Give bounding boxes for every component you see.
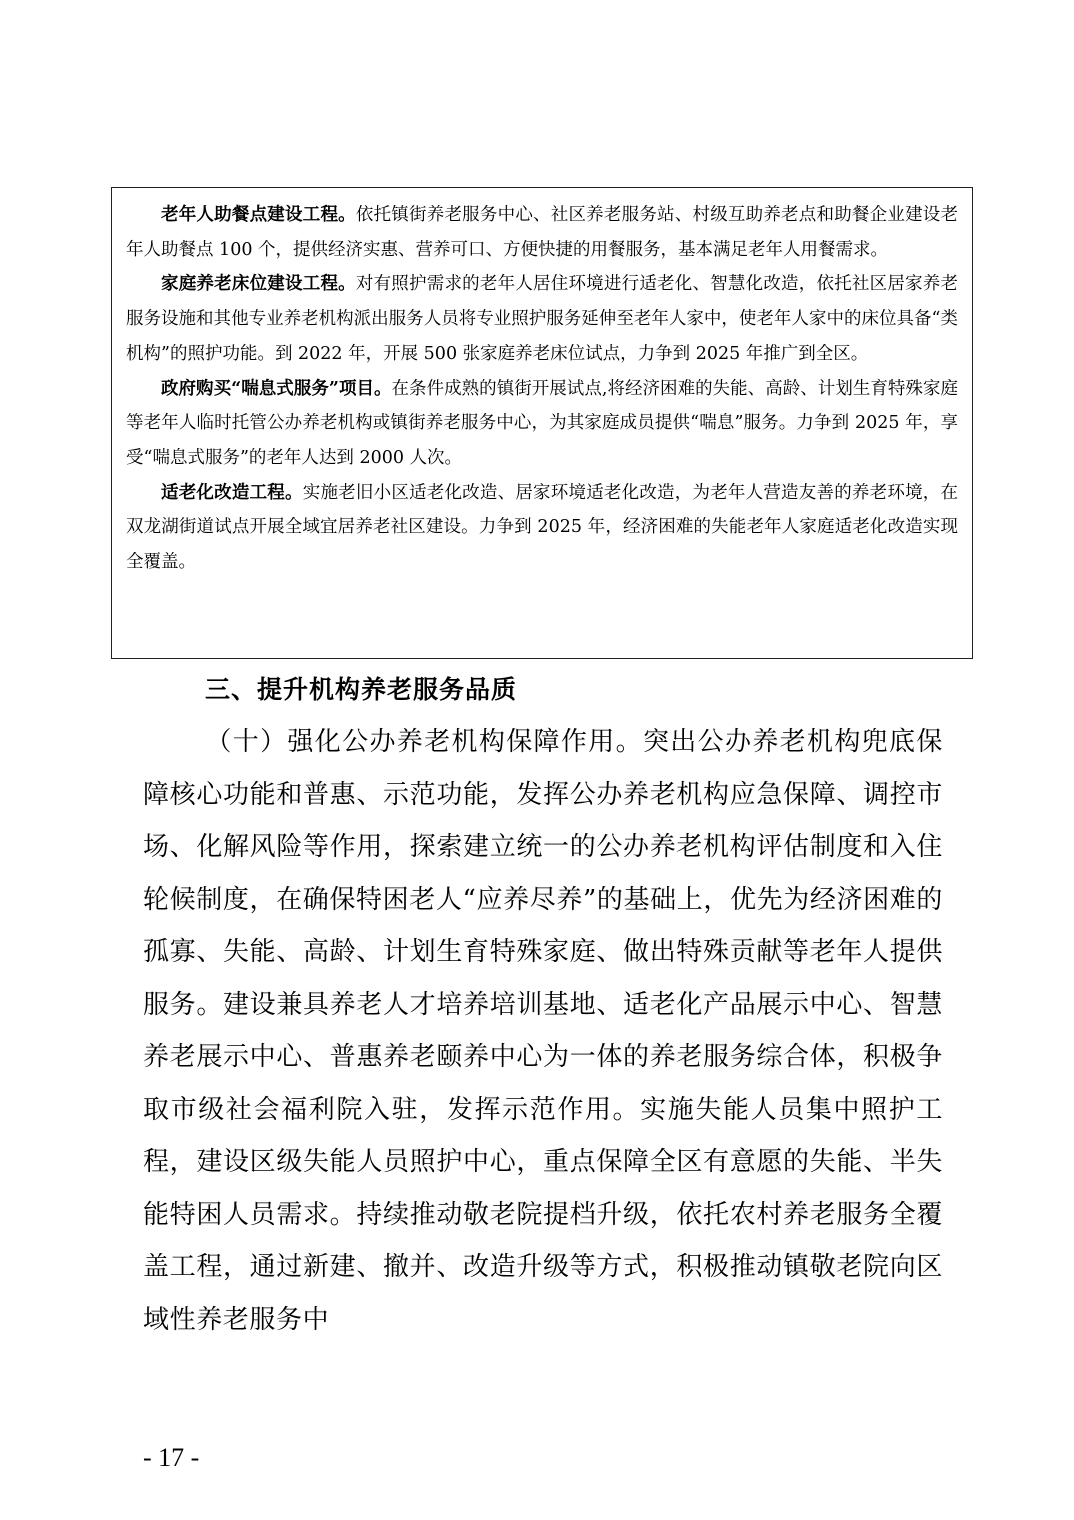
- box-paragraph-lead: 政府购买“喘息式服务”项目。: [161, 378, 392, 399]
- box-paragraph-home-beds: [126, 267, 958, 371]
- page-number: - 17 -: [143, 1443, 200, 1472]
- body-paragraph-text: 突出公办养老机构兜底保障核心功能和普惠、示范功能，发挥公办养老机构应急保障、调控市场、化解风险等作用，探索建立统一的公办养老机构评估制度和入住轮候制度，在确保特困老人“应养尽养”的基础上，优先为经济困难的孤寡、失能、高龄、计划生育特殊家庭、做出特殊贡献等老年人提供服务。建设兼具养老人才培养培训基地、适老化产品展示中心、智慧养老展示中心、普惠养老颐养中心为一体的养老服务综合体，积极争取市级社会福利院入驻，发挥示范作用。实施失能人员集中照护工程，建设区级失能人员照护中心，重点保障全区有意愿的失能、半失能特困人员需求。持续推动敬老院提档升级，依托农村养老服务全覆盖工程，通过新建、撤并、改造升级等方式，积极推动镇敬老院向区域性养老服务中: [143, 727, 943, 1335]
- box-paragraph-lead: 家庭养老床位建设工程。: [161, 274, 356, 295]
- body-section: [143, 716, 943, 1346]
- body-paragraph: [143, 716, 943, 1346]
- body-paragraph-lead: （十）强化公办养老机构保障作用。: [205, 727, 643, 757]
- box-paragraph-aging-renovation: [126, 476, 958, 580]
- box-paragraph-text: 依托镇街养老服务中心、社区养老服务站、村级互助养老点和助餐企业建设老年人助餐点 100 个，提供经济实惠、营养可口、方便快捷的用餐服务，基本满足老年人用餐需求。: [126, 205, 958, 260]
- box-paragraph-lead: 适老化改造工程。: [161, 482, 303, 503]
- box-paragraph-text: 在条件成熟的镇街开展试点,将经济困难的失能、高龄、计划生育特殊家庭等老年人临时托管公办养老机构或镇街养老服务中心，为其家庭成员提供“喘息”服务。力争到 2025 年，享受“喘息式服务”的老年人达到 2000 人次。: [126, 378, 958, 468]
- section-heading: 三、提升机构养老服务品质: [205, 675, 518, 704]
- box-paragraph-lead: 老年人助餐点建设工程。: [161, 205, 356, 225]
- project-box: [111, 187, 973, 659]
- box-paragraph-meal-points: [126, 198, 958, 267]
- box-paragraph-respite-service: [126, 372, 958, 476]
- box-paragraph-text: 对有照护需求的老年人居住环境进行适老化、智慧化改造，依托社区居家养老服务设施和其他专业养老机构派出服务人员将专业照护服务延伸至老年人家中，使老年人家中的床位具备“类机构”的照护功能。到 2022 年，开展 500 张家庭养老床位试点，力争到 2025 年推广到全区。: [126, 274, 958, 364]
- box-paragraph-text: 实施老旧小区适老化改造、居家环境适老化改造，为老年人营造友善的养老环境，在双龙湖街道试点开展全域宜居养老社区建设。力争到 2025 年，经济困难的失能老年人家庭适老化改造实现全覆盖。: [126, 482, 959, 573]
